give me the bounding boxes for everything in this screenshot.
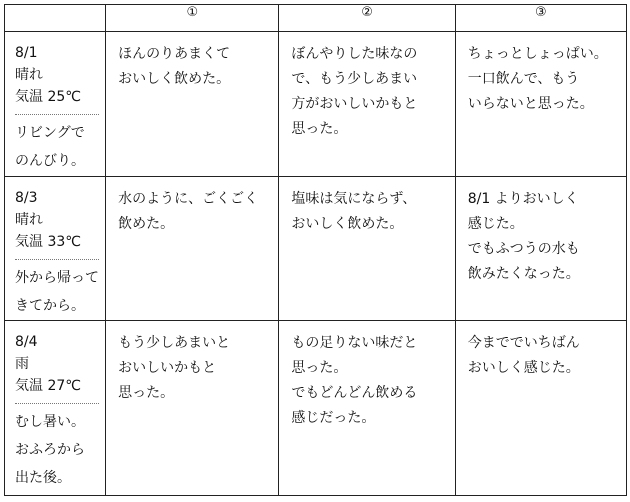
condition-cell bbox=[5, 32, 106, 177]
observation-table bbox=[4, 4, 627, 496]
impression-line: 思った。 bbox=[291, 121, 348, 137]
situation-line: 出た後。 bbox=[15, 470, 71, 486]
impression-line: 塩味は気にならず、 bbox=[291, 191, 417, 207]
weather-text: 晴れ bbox=[15, 67, 43, 83]
impression-line: 飲めた。 bbox=[118, 216, 175, 232]
impression-line: もの足りない味だと bbox=[291, 335, 418, 351]
header-blank bbox=[5, 5, 106, 32]
impression-line: おいしく飲めた。 bbox=[118, 71, 231, 87]
impression-cell-3 bbox=[455, 177, 626, 321]
impression-line: おいしく感じた。 bbox=[467, 360, 580, 376]
header-col-1: ① bbox=[106, 5, 279, 32]
impression-line: いらないと思った。 bbox=[467, 96, 594, 112]
impression-line: 思った。 bbox=[291, 360, 348, 376]
impression-line: おいしく飲めた。 bbox=[291, 216, 404, 232]
impression-cell-2 bbox=[279, 32, 455, 177]
table-row bbox=[5, 321, 627, 496]
situation-line: リビングで bbox=[15, 125, 85, 141]
impression-line: でもどんどん飲める bbox=[291, 385, 418, 401]
table-row bbox=[5, 32, 627, 177]
impression-cell-2 bbox=[279, 321, 455, 496]
impression-line: 感じだった。 bbox=[291, 410, 376, 426]
impression-cell-3 bbox=[455, 321, 626, 496]
impression-line: もう少しあまいと bbox=[118, 335, 231, 351]
temperature-text: 気温 25℃ bbox=[15, 89, 81, 105]
impression-line: ほんのりあまくて bbox=[118, 46, 231, 62]
weather-text: 晴れ bbox=[15, 212, 43, 228]
impression-cell-2 bbox=[279, 177, 455, 321]
impression-cell-1 bbox=[106, 321, 279, 496]
header-col-2: ② bbox=[279, 5, 455, 32]
impression-line: おいしいかもと bbox=[118, 360, 217, 376]
situation-line: おふろから bbox=[15, 442, 85, 458]
impression-line: ちょっとしょっぱい。 bbox=[467, 46, 608, 62]
impression-line: 今まででいちばん bbox=[467, 335, 580, 351]
impression-line: 8/1 よりおいしく bbox=[467, 191, 579, 207]
date-text: 8/4 bbox=[15, 334, 38, 350]
date-text: 8/3 bbox=[15, 190, 38, 206]
table-row bbox=[5, 177, 627, 321]
situation-line: きてから。 bbox=[15, 298, 85, 314]
situation-line: むし暑い。 bbox=[15, 414, 85, 430]
impression-line: で、もう少しあまい bbox=[291, 71, 418, 87]
impression-line: 感じた。 bbox=[467, 216, 524, 232]
impression-line: 一口飲んで、もう bbox=[467, 71, 580, 87]
impression-line: 方がおいしいかもと bbox=[291, 96, 418, 112]
impression-line: ぼんやりした味なの bbox=[291, 46, 418, 62]
temperature-text: 気温 33℃ bbox=[15, 234, 81, 250]
impression-line: 思った。 bbox=[118, 385, 175, 401]
condition-cell bbox=[5, 321, 106, 496]
situation-line: 外から帰って bbox=[15, 270, 99, 286]
header-col-3: ③ bbox=[455, 5, 626, 32]
condition-cell bbox=[5, 177, 106, 321]
impression-line: 水のように、ごくごく bbox=[118, 191, 259, 207]
weather-text: 雨 bbox=[15, 356, 29, 372]
temperature-text: 気温 27℃ bbox=[15, 378, 81, 394]
impression-line: 飲みたくなった。 bbox=[467, 266, 580, 282]
header-row bbox=[5, 5, 627, 32]
impression-cell-1 bbox=[106, 32, 279, 177]
impression-cell-1 bbox=[106, 177, 279, 321]
impression-cell-3 bbox=[455, 32, 626, 177]
situation-line: のんびり。 bbox=[15, 153, 85, 169]
date-text: 8/1 bbox=[15, 45, 38, 61]
impression-line: でもふつうの水も bbox=[467, 241, 580, 257]
